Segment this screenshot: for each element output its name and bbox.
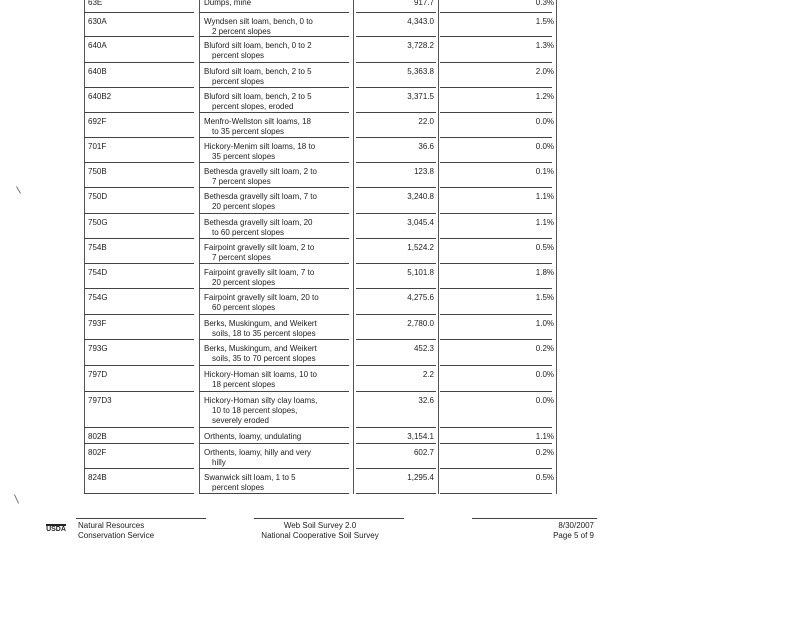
map-unit-name-line: soils, 18 to 35 percent slopes (212, 329, 316, 338)
map-unit-name-line: Menfro-Wellston silt loams, 18 (204, 117, 311, 126)
usda-logo-text: USDA (46, 526, 66, 533)
map-unit-name (204, 344, 317, 364)
map-unit-name (204, 218, 313, 238)
map-unit-name (204, 167, 317, 187)
acres-in-aoi: 3,240.8 (407, 192, 434, 201)
percent-of-aoi: 0.0% (535, 370, 554, 379)
row-divider (440, 493, 552, 494)
map-unit-symbol: 802B (88, 432, 107, 441)
acres-in-aoi: 5,363.8 (407, 67, 434, 76)
acres-in-aoi: 3,045.4 (407, 218, 434, 227)
map-unit-symbol: 750B (88, 167, 107, 176)
acres-in-aoi: 2,780.0 (407, 319, 434, 328)
map-unit-symbol: 797D (88, 370, 108, 379)
table-row (84, 63, 559, 88)
map-unit-name-line: Dumps, mine (204, 0, 252, 7)
acres-in-aoi: 917.7 (413, 0, 434, 7)
map-unit-name-line: Hickory-Menim silt loams, 18 to (204, 142, 316, 151)
acres-in-aoi: 2.2 (422, 370, 434, 379)
table-row (84, 428, 559, 444)
map-unit-symbol: 793G (88, 344, 108, 353)
map-unit-name-line: 7 percent slopes (212, 177, 271, 186)
footer-rule-right (472, 518, 597, 519)
map-unit-name-line: 35 percent slopes (212, 152, 276, 161)
map-unit-symbol: 640A (88, 41, 107, 50)
table-row (84, 289, 559, 315)
map-unit-name-line: Fairpoint gravelly silt loam, 20 to (204, 293, 319, 302)
table-row (84, 239, 559, 264)
map-unit-name-line: 7 percent slopes (212, 253, 271, 262)
percent-of-aoi: 1.1% (535, 432, 554, 441)
footer-agency-line1: Natural Resources (78, 521, 145, 530)
map-unit-symbol: 824B (88, 473, 107, 482)
map-unit-name-line: 2 percent slopes (212, 27, 271, 36)
map-unit-name (204, 92, 312, 112)
acres-in-aoi: 5,101.8 (407, 268, 434, 277)
percent-of-aoi: 0.2% (535, 344, 554, 353)
map-unit-name (204, 17, 313, 37)
row-divider (356, 493, 436, 494)
row-divider (199, 493, 349, 494)
acres-in-aoi: 452.3 (413, 344, 434, 353)
map-unit-name (204, 117, 311, 137)
table-row (84, 138, 559, 163)
acres-in-aoi: 36.6 (418, 142, 434, 151)
map-unit-name-line: Berks, Muskingum, and Weikert (204, 319, 317, 328)
map-unit-name-line: Hickory-Homan silty clay loams, (204, 396, 318, 405)
map-unit-symbol: 701F (88, 142, 107, 151)
percent-of-aoi: 0.1% (535, 167, 554, 176)
percent-of-aoi: 1.5% (535, 293, 554, 302)
table-row (84, 315, 559, 340)
percent-of-aoi: 0.5% (535, 473, 554, 482)
table-row (84, 163, 559, 188)
map-unit-name-line: severely eroded (212, 416, 269, 425)
acres-in-aoi: 123.8 (413, 167, 434, 176)
map-unit-name (204, 396, 317, 426)
map-unit-name-line: percent slopes (212, 77, 265, 86)
map-unit-name-line: percent slopes (212, 483, 265, 492)
map-unit-name (204, 293, 319, 313)
acres-in-aoi: 3,154.1 (407, 432, 434, 441)
map-unit-symbol: 754B (88, 243, 107, 252)
map-unit-name-line: Bethesda gravelly silt loam, 7 to (204, 192, 317, 201)
percent-of-aoi: 0.3% (535, 0, 554, 7)
map-unit-name (204, 192, 317, 212)
percent-of-aoi: 1.1% (535, 218, 554, 227)
table-row (84, 13, 559, 37)
map-unit-name-line: to 35 percent slopes (212, 127, 285, 136)
acres-in-aoi: 22.0 (418, 117, 434, 126)
table-row (84, 366, 559, 392)
scan-speck (16, 186, 21, 193)
map-unit-name-line: Berks, Muskingum, and Weikert (204, 344, 317, 353)
table-row (84, 88, 559, 113)
map-unit-name-line: 60 percent slopes (212, 303, 276, 312)
map-unit-name (204, 41, 312, 61)
percent-of-aoi: 2.0% (535, 67, 554, 76)
acres-in-aoi: 4,275.6 (407, 293, 434, 302)
table-row (84, 444, 559, 469)
acres-in-aoi: 4,343.0 (407, 17, 434, 26)
row-divider (84, 493, 194, 494)
table-row (84, 0, 559, 13)
acres-in-aoi: 602.7 (413, 448, 434, 457)
scan-speck (14, 494, 19, 503)
footer-agency-line2: Conservation Service (78, 531, 155, 540)
map-unit-symbol: 63E (88, 0, 103, 7)
map-unit-symbol: 750G (88, 218, 108, 227)
footer-page-number: Page 5 of 9 (553, 531, 594, 540)
map-unit-symbol: 793F (88, 319, 107, 328)
footer-rule-center (254, 518, 404, 519)
map-unit-symbol: 797D3 (88, 396, 112, 405)
map-unit-symbol: 802F (88, 448, 107, 457)
map-unit-table (84, 0, 559, 494)
percent-of-aoi: 1.5% (535, 17, 554, 26)
map-unit-symbol: 630A (88, 17, 107, 26)
map-unit-name-line: 20 percent slopes (212, 278, 276, 287)
map-unit-name (204, 370, 317, 390)
percent-of-aoi: 1.3% (535, 41, 554, 50)
map-unit-symbol: 640B (88, 67, 107, 76)
footer-rule-left (76, 518, 206, 519)
map-unit-symbol: 750D (88, 192, 108, 201)
map-unit-name (204, 448, 311, 468)
percent-of-aoi: 1.1% (535, 192, 554, 201)
table-row (84, 392, 559, 428)
acres-in-aoi: 32.6 (418, 396, 434, 405)
percent-of-aoi: 0.5% (535, 243, 554, 252)
map-unit-name-line: 20 percent slopes (212, 202, 276, 211)
table-row (84, 188, 559, 214)
acres-in-aoi: 1,295.4 (407, 473, 434, 482)
map-unit-name-line: Wyndsen silt loam, bench, 0 to (204, 17, 313, 26)
map-unit-name-line: Hickory-Homan silt loams, 10 to (204, 370, 317, 379)
map-unit-name-line: Orthents, loamy, hilly and very (204, 448, 312, 457)
map-unit-name-line: Orthents, loamy, undulating (204, 432, 302, 441)
map-unit-name-line: percent slopes, eroded (212, 102, 294, 111)
map-unit-name (204, 432, 301, 442)
map-unit-name-line: Bluford silt loam, bench, 0 to 2 (204, 41, 312, 50)
usda-logo (46, 520, 66, 534)
table-row (84, 37, 559, 63)
map-unit-name (204, 142, 315, 162)
table-row (84, 214, 559, 239)
map-unit-name (204, 319, 317, 339)
table-row (84, 113, 559, 138)
map-unit-name-line: Bethesda gravelly silt loam, 2 to (204, 167, 317, 176)
map-unit-name-line: Bluford silt loam, bench, 2 to 5 (204, 67, 312, 76)
map-unit-name-line: hilly (212, 458, 226, 467)
percent-of-aoi: 0.0% (535, 117, 554, 126)
map-unit-name-line: Swanwick silt loam, 1 to 5 (204, 473, 296, 482)
percent-of-aoi: 0.0% (535, 396, 554, 405)
map-unit-name (204, 0, 251, 8)
map-unit-name-line: Fairpoint gravelly silt loam, 7 to (204, 268, 315, 277)
percent-of-aoi: 1.8% (535, 268, 554, 277)
map-unit-name (204, 268, 314, 288)
acres-in-aoi: 3,371.5 (407, 92, 434, 101)
map-unit-symbol: 640B2 (88, 92, 112, 101)
table-row (84, 469, 559, 494)
footer-date: 8/30/2007 (558, 521, 594, 530)
footer-center-line1: Web Soil Survey 2.0 (283, 521, 357, 530)
map-unit-name-line: percent slopes (212, 51, 265, 60)
footer-center-line2: National Cooperative Soil Survey (261, 531, 379, 540)
percent-of-aoi: 0.0% (535, 142, 554, 151)
map-unit-name-line: Bluford silt loam, bench, 2 to 5 (204, 92, 312, 101)
percent-of-aoi: 1.0% (535, 319, 554, 328)
map-unit-symbol: 692F (88, 117, 107, 126)
map-unit-symbol: 754G (88, 293, 108, 302)
map-unit-symbol: 754D (88, 268, 108, 277)
map-unit-name-line: 18 percent slopes (212, 380, 276, 389)
acres-in-aoi: 1,524.2 (407, 243, 434, 252)
percent-of-aoi: 1.2% (535, 92, 554, 101)
acres-in-aoi: 3,728.2 (407, 41, 434, 50)
map-unit-name-line: to 60 percent slopes (212, 228, 285, 237)
map-unit-name-line: Bethesda gravelly silt loam, 20 (204, 218, 313, 227)
table-row (84, 264, 559, 289)
map-unit-name (204, 67, 312, 87)
map-unit-name-line: soils, 35 to 70 percent slopes (212, 354, 316, 363)
percent-of-aoi: 0.2% (535, 448, 554, 457)
map-unit-name-line: 10 to 18 percent slopes, (212, 406, 298, 415)
map-unit-name (204, 243, 314, 263)
map-unit-name-line: Fairpoint gravelly silt loam, 2 to (204, 243, 315, 252)
table-row (84, 340, 559, 366)
map-unit-name (204, 473, 296, 493)
